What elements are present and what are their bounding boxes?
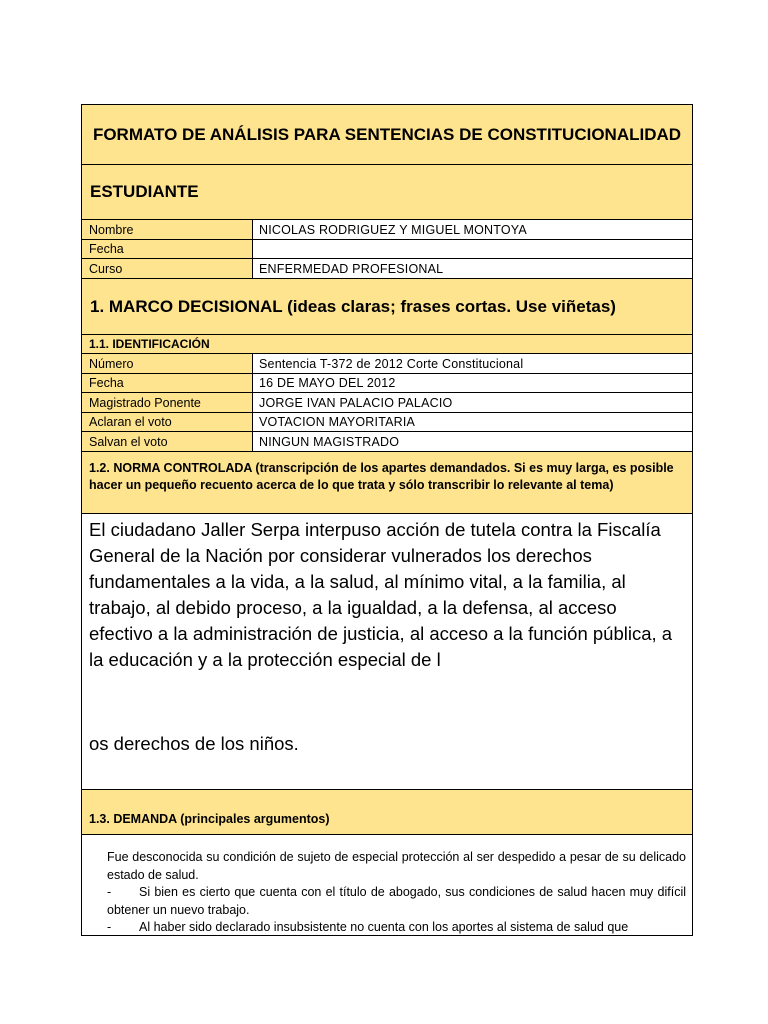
norma-controlada-text[interactable] [82,514,692,790]
field-value[interactable]: JORGE IVAN PALACIO PALACIO [253,393,692,412]
argument-text: Fue desconocida su condición de sujeto de especial protección al ser despedido a pesar de su delicado estado de salud. [107,850,686,882]
demanda-arguments[interactable] [82,835,692,935]
argument-text: Al haber sido declarado insubsistente no cuenta con los aportes al sistema de salud que [139,920,629,934]
form-title: FORMATO DE ANÁLISIS PARA SENTENCIAS DE CONSTITUCIONALIDAD [82,105,692,165]
student-row-nombre [82,220,692,240]
argument-item [107,884,686,919]
field-label: Número [82,354,253,373]
field-label: Salvan el voto [82,432,253,451]
field-value[interactable] [253,240,692,258]
field-value[interactable]: 16 DE MAYO DEL 2012 [253,374,692,392]
student-section-header: ESTUDIANTE [82,165,692,220]
field-value[interactable]: VOTACION MAYORITARIA [253,413,692,431]
field-value[interactable]: NICOLAS RODRIGUEZ Y MIGUEL MONTOYA [253,220,692,239]
ident-row-salvan [82,432,692,452]
bullet-dash: - [107,885,112,899]
argument-item [107,919,686,936]
field-label: Fecha [82,240,253,258]
norma-controlada-header: 1.2. NORMA CONTROLADA (transcripción de los apartes demandados. Si es muy larga, es posible hacer un pequeño recuento acerca de lo que trata y sólo transcribir lo relevante al tema) [82,452,692,514]
demanda-header: 1.3. DEMANDA (principales argumentos) [82,790,692,835]
norma-text-continuation: os derechos de los niños. [89,733,299,754]
field-label: Aclaran el voto [82,413,253,431]
field-label: Nombre [82,220,253,239]
argument-item [107,849,686,884]
student-row-curso [82,259,692,279]
ident-row-fecha [82,374,692,393]
field-label: Fecha [82,374,253,392]
field-value[interactable]: NINGUN MAGISTRADO [253,432,692,451]
norma-text-paragraph: El ciudadano Jaller Serpa interpuso acción de tutela contra la Fiscalía General de la Nación por considerar vulnerados los derechos fundamentales a la vida, a la salud, al mínimo vital, a la familia, al trabajo, al debido proceso, a la igualdad, a la defensa, al acceso efectivo a la administración de justicia, al acceso a la función pública, a la educación y a la protección especial de l [89,519,673,670]
argument-text: Si bien es cierto que cuenta con el título de abogado, sus condiciones de salud hacen muy difícil obtener un nuevo trabajo. [107,885,686,917]
ident-row-magistrado [82,393,692,413]
field-label: Curso [82,259,253,278]
identificacion-header: 1.1. IDENTIFICACIÓN [82,335,692,354]
field-value[interactable]: ENFERMEDAD PROFESIONAL [253,259,692,278]
field-label: Magistrado Ponente [82,393,253,412]
marco-decisional-header: 1. MARCO DECISIONAL (ideas claras; frases cortas. Use viñetas) [82,279,692,335]
field-value[interactable]: Sentencia T-372 de 2012 Corte Constitucional [253,354,692,373]
ident-row-numero [82,354,692,374]
bullet-dash: - [107,920,112,934]
student-row-fecha [82,240,692,259]
analysis-form [81,104,693,936]
ident-row-aclaran [82,413,692,432]
